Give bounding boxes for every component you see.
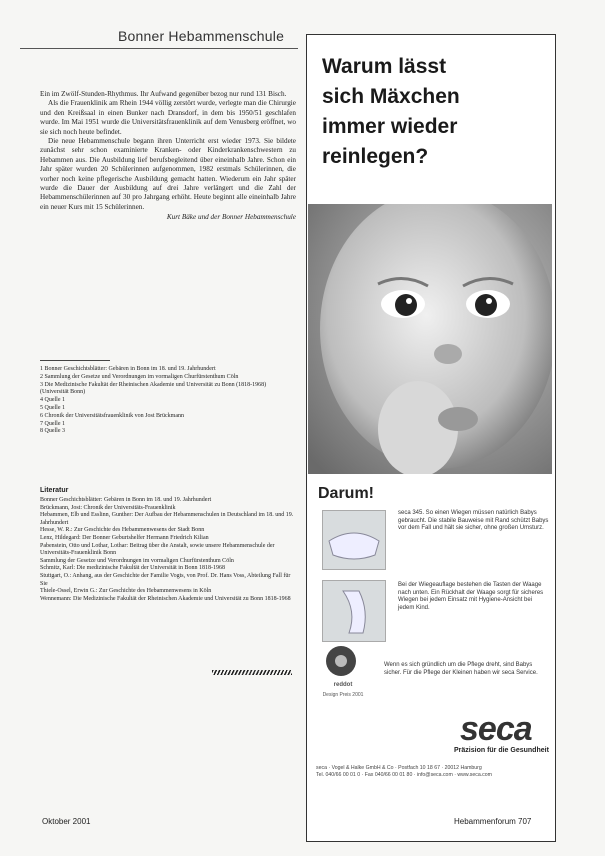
literature-item: Pabenstein, Otto und Lothar, Lothar: Beitrag über die Anstalt, sowie unsere Hebammenschule der Universitäts-Frauenklinik Bonn [40, 542, 275, 557]
footer-date: Oktober 2001 [42, 817, 91, 826]
article-signature: Kurt Bäke und der Bonner Hebammenschule [166, 213, 296, 222]
footnote-rule [40, 360, 110, 361]
ad-headline-line: immer wieder [322, 115, 458, 138]
ad-headline-line: reinlegen? [322, 145, 429, 168]
ad-headline-line: Warum lässt [322, 55, 447, 78]
footnote: 8 Quelle 3 [40, 428, 65, 435]
running-header: Bonner Hebammenschule [118, 28, 285, 44]
scale-product-image [322, 510, 386, 570]
ad-answer: Darum! [318, 485, 375, 502]
scale-detail-image [322, 580, 386, 642]
reddot-label: reddot [333, 682, 353, 688]
literature-item: Brückmann, Jost: Chronik der Universitäts-Frauenklinik [40, 504, 176, 511]
literature-item: Wennemann: Die Medizinische Fakultät der Rheinischen Akademie und Universität zu Bonn 1818-1968 [40, 595, 291, 602]
footnote: 3 Die Medizinische Fakultät der Rheinischen Akademie und Universität zu Bonn (1818-1968) (Universität Bonn) [40, 381, 267, 396]
literature-item: Lenz, Hildegard: Der Bonner Geburtshelfer Hermann Friedrich Kilian [40, 534, 209, 541]
literature-item: Thiele-Ossel, Erwin G.: Zur Geschichte des Hebammenwesens in Köln [40, 588, 212, 595]
seca-logo: seca [460, 710, 532, 748]
end-ornament [212, 670, 292, 675]
seca-tagline: Präzision für die Gesundheit [454, 747, 549, 754]
footnote: 7 Quelle 1 [40, 420, 65, 427]
footnote: 4 Quelle 1 [40, 397, 65, 404]
literature-item: Schmitz, Karl: Die medizinische Fakultät der Universität in Bonn 1818-1968 [40, 565, 225, 572]
ad-headline-line: sich Mäxchen [322, 85, 460, 108]
ad-paragraph-1: seca 345. So einen Wiegen müssen natürlich Babys gebraucht. Die stabile Bauweise mit Rand schützt Babys vor dem Fall und hält sie sicher, ohne großen Umsturz. [398, 510, 549, 532]
article-body [40, 90, 296, 223]
literature-heading: Literatur [40, 487, 69, 494]
ad-paragraph-2: Bei der Wiegeauflage bestehen die Tasten der Waage nach unten. Ein Rückhalt der Waage sorgt für sicheres Wiegen bei jedem Einsatz mit Hygiene-Ansicht bei jedem Kind. [398, 582, 544, 611]
baby-photo [308, 204, 552, 474]
footnotes [40, 366, 296, 436]
address-line: Tel. 040/66 00 01 0 · Fax 040/66 00 01 80 · info@seca.com · www.seca.com [316, 771, 492, 778]
article-paragraph: Als die Frauenklinik am Rhein 1944 völlig zerstört wurde, verlegte man die Chirurgie und den Kreißsaal in einen Bunker nach Dransdorf, in dem bis 1950/51 geschlafen wurde. Im Mai 1951 wurde die Universitätsfrauenklinik auf dem Venusberg eröffnet, wo sie sich noch heute befindet. [40, 99, 296, 136]
literature-item: Bonner Geschichtsblätter: Gebären in Bonn im 18. und 19. Jahrhundert [40, 497, 212, 503]
reddot-award-icon [324, 644, 358, 678]
literature-list [40, 497, 296, 603]
literature-item: Sammlung der Gesetze und Verordnungen im vormaligen Churfürstenthum Cöln [40, 557, 234, 564]
article-paragraph: Die neue Hebammenschule begann ihren Unterricht erst wieder 1973. Sie bildete zunächst sehr schon examinierte Kranken- oder Kinderkrankenschwestern zu Hebammen aus. Die Ausbildung lief berufsbegleitend über eineinhalb Jahre. Schon ein Jahr später wurden 20 Schülerinnen aufgenommen, 1982 erstmals Schülerinnen, die vorher noch keine pflegerische Ausbildung gemacht hatten. Wiederum ein Jahr später wurde die Dauer der Ausbildung auf drei Jahre verlängert und die Zahl der Hebammenschülerinnen auf 30 pro Jahrgang erhöht. Heute beginnt alle eineinhalb Jahre ein neuer Kurs mit 15 Schülerinnen. [40, 137, 296, 211]
footnote: 1 Bonner Geschichtsblätter: Gebären in Bonn im 18. und 19. Jahrhundert [40, 366, 216, 372]
literature-item: Hesse, W. R.: Zur Geschichte des Hebammenwesens der Stadt Bonn [40, 527, 205, 534]
footnote: 5 Quelle 1 [40, 404, 65, 411]
header-rule [20, 48, 298, 49]
reddot-caption: Design Preis 2001 [322, 692, 364, 698]
footnote: 6 Chronik der Universitätsfrauenklinik von Jost Brückmann [40, 412, 184, 419]
literature-item: Stuttgart, O.: Anhang, aus der Geschichte der Familie Vogts, von Prof. Dr. Hans Voss, Abteilung Fall für Sie [40, 572, 291, 587]
ad-headline [322, 52, 552, 172]
seca-address [316, 765, 552, 779]
ad-paragraph-3: Wenn es sich gründlich um die Pflege dreht, sind Babys sicher. Für die Pflege der Kleinen haben wir seca Service. [384, 662, 538, 676]
address-line: seca · Vogel & Halke GmbH & Co · Postfach 10 18 67 · 20012 Hamburg [316, 765, 482, 771]
literature-item: Hebammen, Elb und Esslinn, Gunther: Der Aufbau der Hebammenschulen in Deutschland im 18. und 19. Jahrhundert [40, 512, 294, 526]
footer-page: Hebammenforum 707 [454, 817, 532, 826]
footnote: 2 Sammlung der Gesetze und Verordnungen im vormaligen Churfürstenthum Cöln [40, 373, 239, 380]
article-paragraph: Ein im Zwölf-Stunden-Rhythmus. Ihr Aufwand gegenüber bezog nur rund 131 Bisch. [40, 90, 287, 98]
